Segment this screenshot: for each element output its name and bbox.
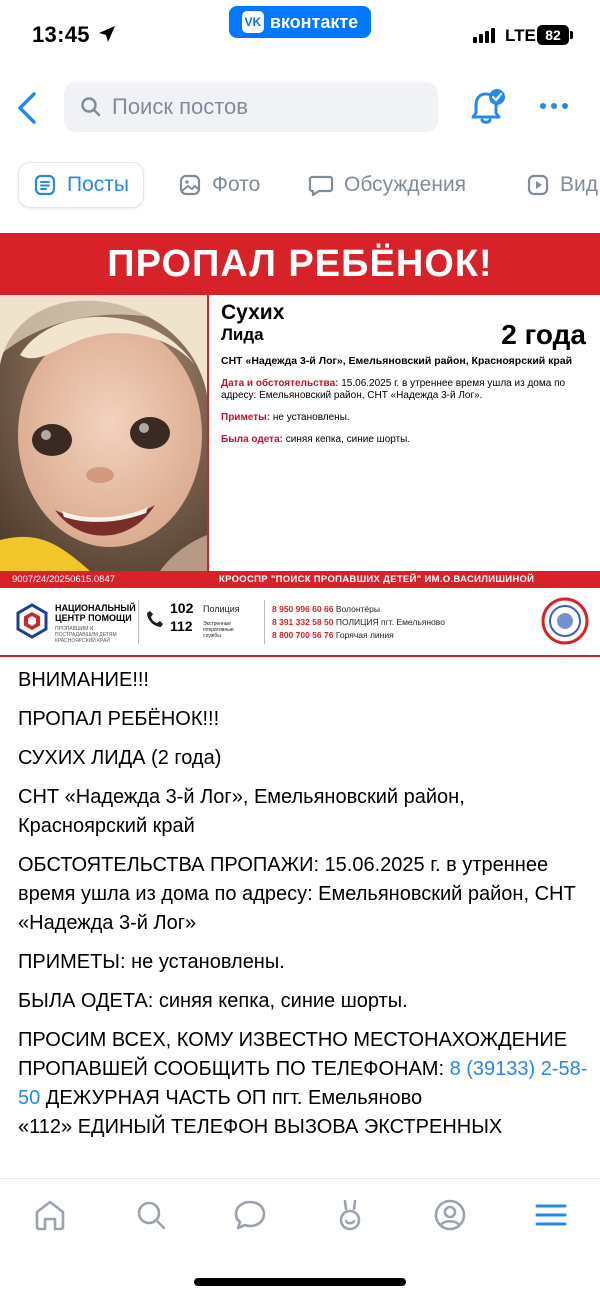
poster-footer	[0, 588, 600, 657]
emergency-number: 102	[170, 600, 194, 616]
menu-icon[interactable]	[533, 1197, 569, 1233]
post-paragraph: ПРОСИМ ВСЕХ, КОМУ ИЗВЕСТНО МЕСТОНАХОЖДЕНИЕ ПРОПАВШЕЙ СООБЩИТЬ ПО ТЕЛЕФОНАМ: 8 (39133) 2-58-50 ДЕЖУРНАЯ ЧАСТЬ ОП пгт. Емельяново	[18, 1029, 588, 1109]
vk-app-badge[interactable]	[229, 6, 371, 38]
poster-header: ПРОПАЛ РЕБЁНОК!	[0, 233, 600, 295]
profile-icon[interactable]	[432, 1197, 468, 1233]
posts-icon	[33, 173, 57, 197]
post-paragraph: СНТ «Надежда 3-й Лог», Емельяновский район, Красноярский край	[18, 786, 465, 837]
footer-divider	[264, 600, 265, 644]
status-time: 13:45	[32, 22, 90, 47]
tab-posts[interactable]	[18, 162, 144, 208]
home-icon[interactable]	[32, 1197, 68, 1233]
poster-case-id: 9007/24/20250615.0847	[12, 574, 116, 585]
clips-icon[interactable]	[332, 1197, 368, 1233]
poster-surname: Сухих	[221, 301, 285, 324]
tab-video-label: Вид	[560, 173, 598, 196]
network-type: LTE	[505, 26, 536, 45]
poster-clothes: Была одета: синяя кепка, синие шорты.	[221, 434, 411, 445]
ncp-subtitle: ПРОПАВШИМ И ПОСТРАДАВШИМ ДЕТЯМ КРАСНОЯРСКИЙ КРАЙ	[55, 626, 117, 644]
emergency-label: Полиция	[203, 604, 240, 614]
tab-photos-label: Фото	[212, 173, 261, 196]
chat-icon	[308, 173, 334, 197]
hotline-row: 8 391 332 58 50 ПОЛИЦИЯ пгт. Емельяново	[272, 617, 445, 627]
more-options-button[interactable]	[540, 103, 568, 109]
post-paragraph: ПРОПАЛ РЕБЁНОК!!!	[18, 708, 220, 730]
poster-first-name: Лида	[221, 325, 264, 344]
post-paragraph: ПРИМЕТЫ: не установлены.	[18, 951, 285, 973]
emergency-number: 112	[170, 618, 193, 634]
post-paragraph: ОБСТОЯТЕЛЬСТВА ПРОПАЖИ: 15.06.2025 г. в утреннее время ушла из дома по адресу: Емельяновский район, СНТ «Надежда 3-й Лог»	[18, 854, 576, 934]
battery-tip	[570, 31, 573, 39]
emergency-label: Экстренные оперативные службы	[203, 621, 234, 639]
search-input[interactable]	[64, 82, 438, 132]
post-paragraph: ВНИМАНИЕ!!!	[18, 669, 149, 691]
post-paragraph: БЫЛА ОДЕТА: синяя кепка, синие шорты.	[18, 990, 408, 1012]
post-text	[18, 666, 588, 1152]
ncp-logo-icon	[14, 603, 50, 639]
tab-discussions-label: Обсуждения	[344, 173, 467, 196]
messages-icon[interactable]	[232, 1197, 268, 1233]
missing-child-poster[interactable]	[0, 233, 600, 657]
poster-signs: Приметы: не установлены.	[221, 412, 350, 423]
vk-app-badge-label: вконтакте	[269, 11, 359, 32]
poster-age: 2 года	[501, 319, 586, 350]
hotline-row: 8 950 996 60 66 Волонтёры	[272, 604, 380, 614]
vk-logo-icon: VK	[242, 11, 264, 33]
post-paragraph: СУХИХ ЛИДА (2 года)	[18, 747, 222, 769]
battery-icon: 82	[537, 25, 569, 45]
signal-icon	[473, 28, 495, 43]
tab-photos[interactable]	[178, 162, 260, 208]
video-icon	[526, 173, 550, 197]
child-photo	[0, 295, 207, 571]
back-arrow-icon[interactable]	[14, 90, 42, 126]
photo-icon	[178, 173, 202, 197]
home-indicator	[194, 1278, 406, 1286]
org-seal-icon	[541, 597, 589, 645]
hotline-row: 8 800 700 56 76 Горячая линия	[272, 630, 394, 640]
status-bar	[0, 0, 600, 70]
search-icon[interactable]	[133, 1197, 169, 1233]
search-placeholder: Поиск постов	[112, 94, 248, 119]
tab-bar	[0, 162, 600, 210]
poster-address: СНТ «Надежда 3-й Лог», Емельяновский район, Красноярский край	[221, 355, 573, 367]
notification-bell-icon[interactable]	[470, 88, 506, 126]
phone-icon	[146, 610, 164, 628]
footer-divider	[138, 600, 139, 644]
tab-video[interactable]	[526, 162, 598, 208]
phone-link[interactable]: 8 (39133) 2-58-50	[18, 1058, 588, 1109]
post-paragraph: «112» ЕДИНЫЙ ТЕЛЕФОН ВЫЗОВА ЭКСТРЕННЫХ	[18, 1116, 503, 1138]
search-icon	[80, 96, 102, 118]
location-arrow-icon	[98, 25, 116, 43]
poster-org: КРООСПР "ПОИСК ПРОПАВШИХ ДЕТЕЙ" ИМ.О.ВАСИЛИШИНОЙ	[219, 574, 535, 585]
tab-discussions[interactable]	[308, 162, 466, 208]
poster-strip	[0, 571, 600, 588]
poster-circumstances: Дата и обстоятельства: 15.06.2025 г. в утреннее время ушла из дома по адресу: Емельяновский район, СНТ «Надежда 3-й Лог».	[221, 378, 566, 401]
ncp-name: НАЦИОНАЛЬНЫЙ ЦЕНТР ПОМОЩИ	[55, 603, 136, 623]
tab-posts-label: Посты	[67, 173, 129, 196]
poster-info	[207, 295, 600, 571]
